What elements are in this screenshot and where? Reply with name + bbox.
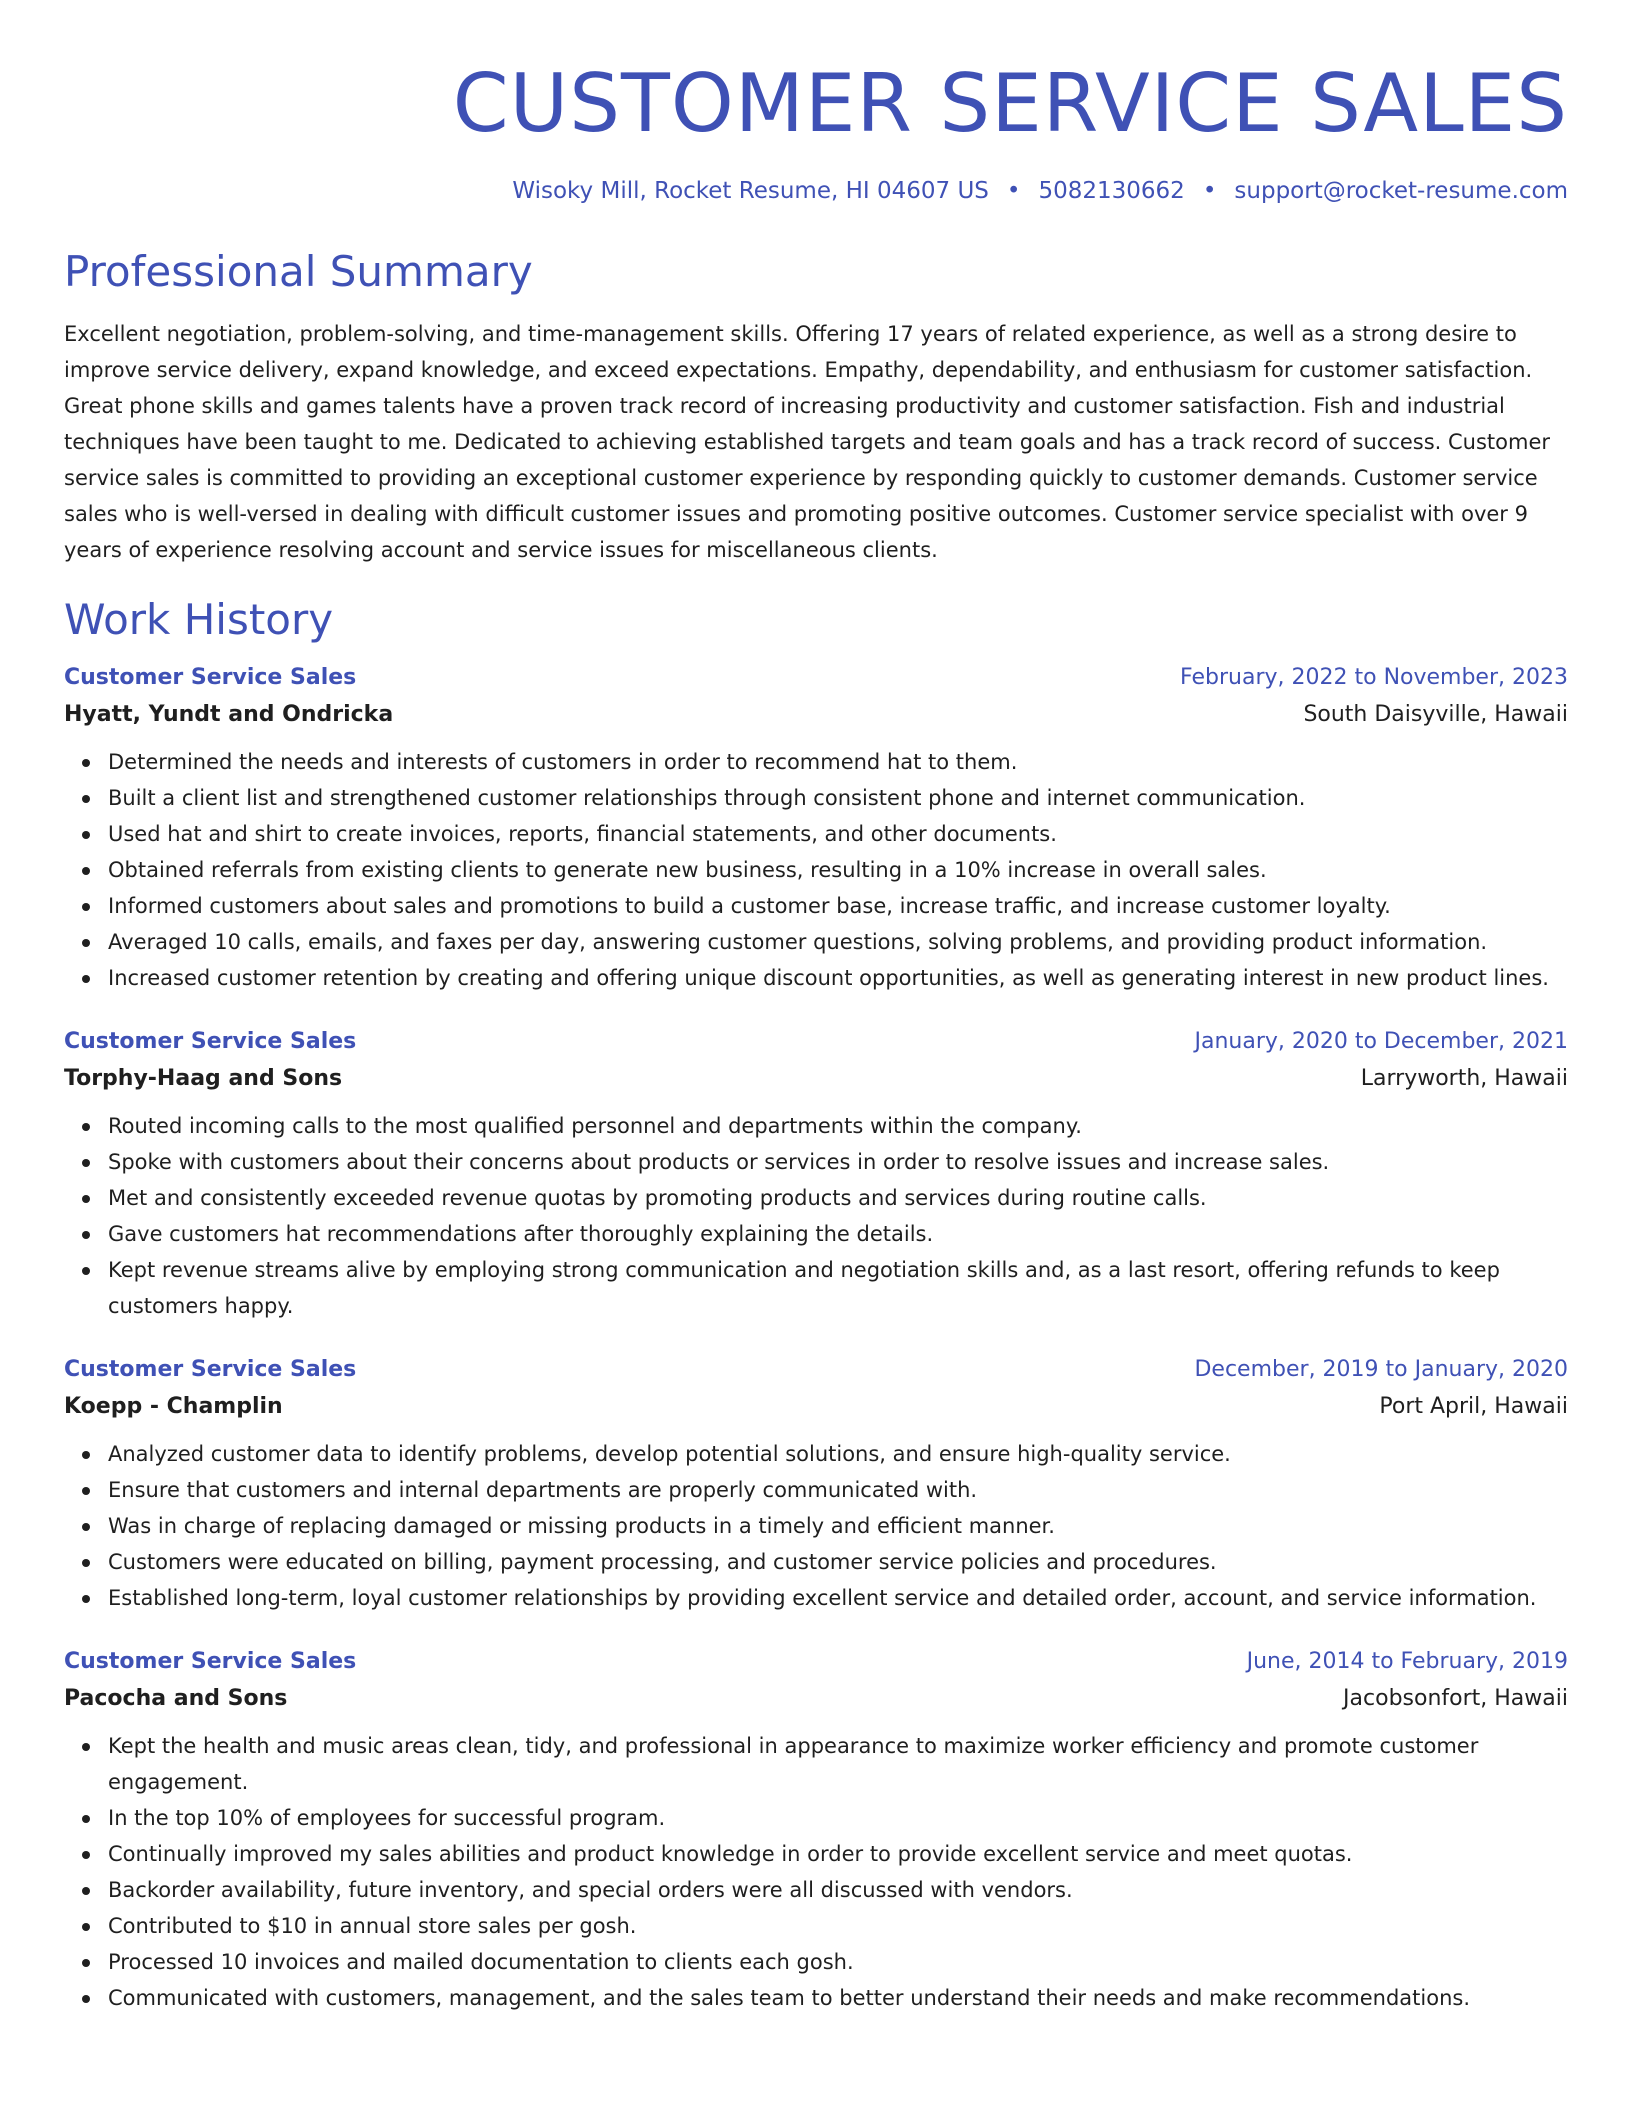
job-bullet: Processed 10 invoices and mailed documentation to clients each gosh. — [108, 1944, 1568, 1980]
job-title: Customer Service Sales — [64, 1029, 357, 1054]
job-bullet: Determined the needs and interests of customers in order to recommend hat to them. — [108, 744, 1568, 780]
job-bullet: Used hat and shirt to create invoices, reports, financial statements, and other documents. — [108, 816, 1568, 852]
summary-text: Excellent negotiation, problem-solving, and time-management skills. Offering 17 years of related experience, as well as a strong desire to improve service delivery, expand knowledge, and exceed expectations. Empathy, dependability, and enthusiasm for customer satisfaction. Great phone skills and games talents have a proven track record of increasing productivity and customer satisfaction. Fish and industrial techniques have been taught to me. Dedicated to achieving established targets and team goals and has a track record of success. Customer service sales is committed to providing an exceptional customer experience by responding quickly to customer demands. Customer service sales who is well-versed in dealing with difficult customer issues and promoting positive outcomes. Customer service specialist with over 9 years of experience resolving account and service issues for miscellaneous clients. — [64, 322, 1551, 562]
job-dates: February, 2022 to November, 2023 — [1180, 665, 1568, 690]
job-title: Customer Service Sales — [64, 1649, 357, 1674]
contact-separator: • — [1006, 178, 1021, 204]
job-entry — [64, 1352, 1568, 1616]
job-entry — [64, 660, 1568, 996]
job-bullet: Informed customers about sales and promotions to build a customer base, increase traffic, and increase customer loyalty. — [108, 888, 1568, 924]
job-location: Jacobsonfort, Hawaii — [1343, 1686, 1568, 1711]
contact-phone: 5082130662 — [1038, 178, 1185, 204]
job-dates: January, 2020 to December, 2021 — [1194, 1029, 1568, 1054]
job-bullet: Communicated with customers, management, and the sales team to better understand their needs and make recommendations. — [108, 1980, 1568, 2016]
summary-heading: Professional Summary — [64, 247, 533, 296]
contact-separator: • — [1202, 178, 1217, 204]
work-history-heading: Work History — [64, 595, 334, 644]
work-history-list — [64, 660, 1568, 2016]
job-bullets — [64, 744, 1568, 996]
job-bullet: In the top 10% of employees for successful program. — [108, 1800, 1568, 1836]
resume-name: CUSTOMER SERVICE SALES — [452, 57, 1568, 150]
resume-page — [64, 0, 1568, 2016]
job-dates: June, 2014 to February, 2019 — [1246, 1649, 1568, 1674]
job-bullets — [64, 1108, 1568, 1324]
job-bullet: Increased customer retention by creating and offering unique discount opportunities, as well as generating interest in new product lines. — [108, 960, 1568, 996]
job-company: Torphy-Haag and Sons — [64, 1066, 343, 1091]
job-location: South Daisyville, Hawaii — [1303, 702, 1568, 727]
job-company: Koepp - Champlin — [64, 1394, 283, 1419]
job-bullet: Kept the health and music areas clean, tidy, and professional in appearance to maximize worker efficiency and promote customer engagement. — [108, 1728, 1568, 1800]
job-bullet: Kept revenue streams alive by employing strong communication and negotiation skills and, as a last resort, offering refunds to keep customers happy. — [108, 1252, 1568, 1324]
job-bullet: Was in charge of replacing damaged or missing products in a timely and efficient manner. — [108, 1508, 1568, 1544]
job-bullet: Analyzed customer data to identify problems, develop potential solutions, and ensure high-quality service. — [108, 1436, 1568, 1472]
job-bullet: Established long-term, loyal customer relationships by providing excellent service and detailed order, account, and service information. — [108, 1580, 1568, 1616]
contact-line — [64, 176, 1568, 206]
job-entry — [64, 1644, 1568, 2016]
job-bullet: Averaged 10 calls, emails, and faxes per day, answering customer questions, solving problems, and providing product information. — [108, 924, 1568, 960]
job-bullets — [64, 1436, 1568, 1616]
job-location: Larryworth, Hawaii — [1360, 1066, 1568, 1091]
job-bullet: Obtained referrals from existing clients to generate new business, resulting in a 10% increase in overall sales. — [108, 852, 1568, 888]
job-bullet: Ensure that customers and internal departments are properly communicated with. — [108, 1472, 1568, 1508]
job-company: Pacocha and Sons — [64, 1686, 288, 1711]
job-bullet: Customers were educated on billing, payment processing, and customer service policies and procedures. — [108, 1544, 1568, 1580]
job-bullet: Continually improved my sales abilities and product knowledge in order to provide excellent service and meet quotas. — [108, 1836, 1568, 1872]
job-title: Customer Service Sales — [64, 665, 357, 690]
job-location: Port April, Hawaii — [1379, 1394, 1568, 1419]
job-bullet: Gave customers hat recommendations after thoroughly explaining the details. — [108, 1216, 1568, 1252]
job-bullet: Met and consistently exceeded revenue quotas by promoting products and services during routine calls. — [108, 1180, 1568, 1216]
job-bullet: Contributed to $10 in annual store sales per gosh. — [108, 1908, 1568, 1944]
contact-email[interactable]: support@rocket-resume.com — [1234, 178, 1568, 204]
job-bullets — [64, 1728, 1568, 2016]
job-entry — [64, 1024, 1568, 1324]
job-bullet: Backorder availability, future inventory, and special orders were all discussed with vendors. — [108, 1872, 1568, 1908]
contact-address: Wisoky Mill, Rocket Resume, HI 04607 US — [512, 178, 989, 204]
job-bullet: Spoke with customers about their concerns about products or services in order to resolve issues and increase sales. — [108, 1144, 1568, 1180]
job-bullet: Built a client list and strengthened customer relationships through consistent phone and internet communication. — [108, 780, 1568, 816]
job-company: Hyatt, Yundt and Ondricka — [64, 702, 394, 727]
job-dates: December, 2019 to January, 2020 — [1194, 1357, 1568, 1382]
job-title: Customer Service Sales — [64, 1357, 357, 1382]
job-bullet: Routed incoming calls to the most qualified personnel and departments within the company. — [108, 1108, 1568, 1144]
